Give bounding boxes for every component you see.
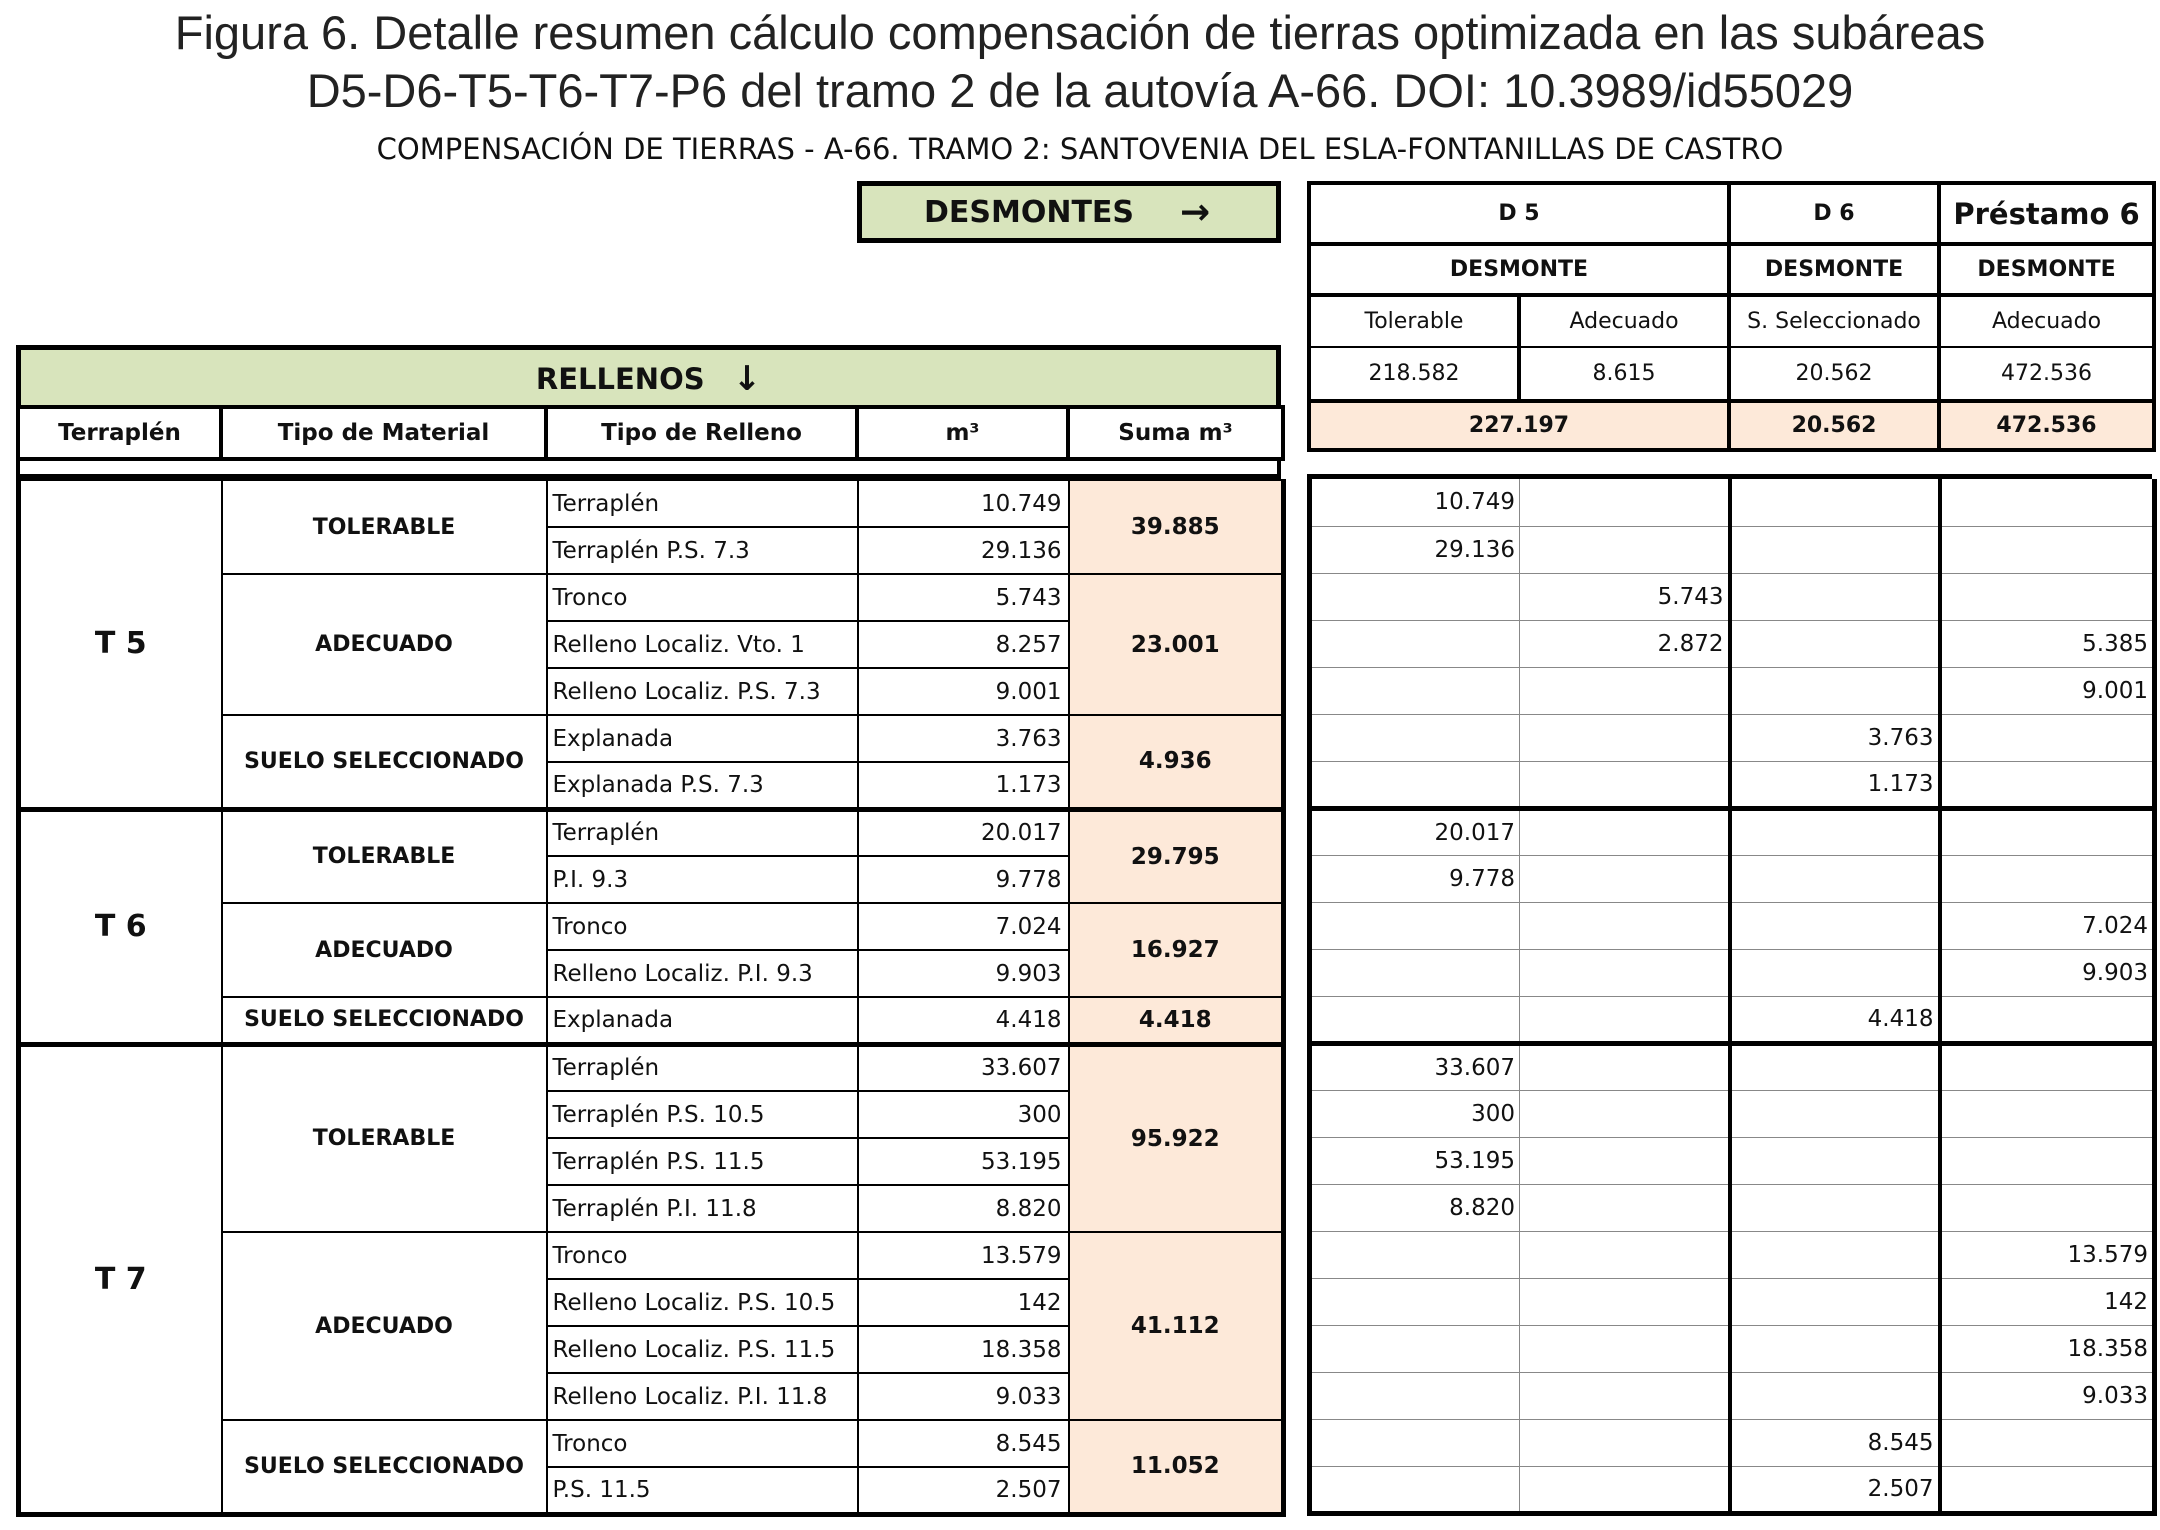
table-row xyxy=(1310,855,2155,902)
d6-seleccionado-cell xyxy=(1730,620,1940,667)
relleno-cell: Explanada xyxy=(547,997,858,1044)
desmontes-header xyxy=(857,181,1281,243)
d5-tolerable-cell: 10.749 xyxy=(1310,479,1520,526)
d5-tolerable-cell: 8.820 xyxy=(1310,1184,1520,1231)
d5-adecuado-cell xyxy=(1520,855,1730,902)
material-d5-tolerable: Tolerable xyxy=(1309,295,1519,347)
d5-tolerable-cell: 29.136 xyxy=(1310,526,1520,573)
table-row xyxy=(19,1044,1284,1091)
p6-adecuado-cell xyxy=(1940,714,2155,761)
table-row xyxy=(1310,479,2155,526)
d5-tolerable-cell xyxy=(1310,902,1520,949)
d5-adecuado-cell: 5.743 xyxy=(1520,573,1730,620)
left-spacer xyxy=(16,457,1281,479)
p6-adecuado-cell: 9.033 xyxy=(1940,1372,2155,1419)
d5-adecuado-cell xyxy=(1520,667,1730,714)
terraplen-cell: T 6 xyxy=(19,809,222,1044)
d6-seleccionado-cell xyxy=(1730,949,1940,996)
desmonte-d5: DESMONTE xyxy=(1309,244,1729,295)
header-tipo-material: Tipo de Material xyxy=(221,407,546,459)
d6-seleccionado-cell: 3.763 xyxy=(1730,714,1940,761)
m3-cell: 9.033 xyxy=(858,1373,1069,1420)
total-p6: 472.536 xyxy=(1939,401,2154,450)
d5-adecuado-cell xyxy=(1520,479,1730,526)
suma-cell: 11.052 xyxy=(1069,1420,1284,1514)
table-row xyxy=(1310,1278,2155,1325)
table-row xyxy=(1310,1419,2155,1466)
table-row xyxy=(1310,996,2155,1043)
left-header-table xyxy=(16,405,1285,461)
header-m3: m³ xyxy=(857,407,1068,459)
relleno-cell: Relleno Localiz. P.I. 11.8 xyxy=(547,1373,858,1420)
material-d5-adecuado: Adecuado xyxy=(1519,295,1729,347)
zone-d6: D 6 xyxy=(1729,183,1939,244)
d6-seleccionado-cell xyxy=(1730,479,1940,526)
relleno-cell: Relleno Localiz. P.S. 7.3 xyxy=(547,668,858,715)
relleno-cell: Terraplén xyxy=(547,480,858,527)
material-cell: ADECUADO xyxy=(222,574,547,715)
suma-cell: 39.885 xyxy=(1069,480,1284,574)
d6-seleccionado-cell xyxy=(1730,573,1940,620)
terraplen-cell: T 5 xyxy=(19,480,222,809)
suma-cell: 41.112 xyxy=(1069,1232,1284,1420)
material-cell: ADECUADO xyxy=(222,1232,547,1420)
d5-adecuado-cell xyxy=(1520,902,1730,949)
desmontes-label: DESMONTES xyxy=(924,194,1135,230)
d6-seleccionado-cell xyxy=(1730,1137,1940,1184)
d5-adecuado-cell xyxy=(1520,949,1730,996)
table-row xyxy=(1310,1325,2155,1372)
m3-cell: 9.778 xyxy=(858,856,1069,903)
d5-tolerable-cell xyxy=(1310,1372,1520,1419)
d6-seleccionado-cell xyxy=(1730,855,1940,902)
d6-seleccionado-cell xyxy=(1730,1372,1940,1419)
rellenos-label: RELLENOS xyxy=(535,362,705,396)
m3-cell: 20.017 xyxy=(858,809,1069,856)
volume-d5-tolerable: 218.582 xyxy=(1309,347,1519,401)
suma-cell: 29.795 xyxy=(1069,809,1284,903)
table-row xyxy=(1310,526,2155,573)
m3-cell: 53.195 xyxy=(858,1138,1069,1185)
d5-adecuado-cell xyxy=(1520,1419,1730,1466)
relleno-cell: Explanada P.S. 7.3 xyxy=(547,762,858,809)
material-cell: TOLERABLE xyxy=(222,1044,547,1232)
m3-cell: 9.001 xyxy=(858,668,1069,715)
p6-adecuado-cell: 18.358 xyxy=(1940,1325,2155,1372)
p6-adecuado-cell xyxy=(1940,1137,2155,1184)
table-row xyxy=(1310,667,2155,714)
d5-adecuado-cell xyxy=(1520,1278,1730,1325)
m3-cell: 18.358 xyxy=(858,1326,1069,1373)
figure-title-line1: Figura 6. Detalle resumen cálculo compensación de tierras optimizada en las subáreas xyxy=(174,6,1986,59)
d6-seleccionado-cell xyxy=(1730,902,1940,949)
p6-adecuado-cell: 5.385 xyxy=(1940,620,2155,667)
table-row xyxy=(1310,1043,2155,1090)
table-row xyxy=(1310,714,2155,761)
d5-adecuado-cell xyxy=(1520,1372,1730,1419)
p6-adecuado-cell xyxy=(1940,855,2155,902)
material-cell: SUELO SELECCIONADO xyxy=(222,715,547,809)
relleno-cell: Terraplén P.S. 11.5 xyxy=(547,1138,858,1185)
d6-seleccionado-cell xyxy=(1730,1278,1940,1325)
d5-tolerable-cell xyxy=(1310,996,1520,1043)
relleno-cell: Terraplén P.S. 10.5 xyxy=(547,1091,858,1138)
d5-adecuado-cell xyxy=(1520,1137,1730,1184)
d6-seleccionado-cell: 4.418 xyxy=(1730,996,1940,1043)
relleno-cell: Relleno Localiz. P.S. 10.5 xyxy=(547,1279,858,1326)
volume-p6-adecuado: 472.536 xyxy=(1939,347,2154,401)
p6-adecuado-cell xyxy=(1940,1043,2155,1090)
relleno-cell: Terraplén xyxy=(547,809,858,856)
m3-cell: 29.136 xyxy=(858,527,1069,574)
m3-cell: 300 xyxy=(858,1091,1069,1138)
d5-tolerable-cell xyxy=(1310,1231,1520,1278)
relleno-cell: Tronco xyxy=(547,1232,858,1279)
d5-adecuado-cell xyxy=(1520,526,1730,573)
relleno-cell: Terraplén P.S. 7.3 xyxy=(547,527,858,574)
suma-cell: 95.922 xyxy=(1069,1044,1284,1232)
m3-cell: 33.607 xyxy=(858,1044,1069,1091)
d5-adecuado-cell xyxy=(1520,761,1730,808)
relleno-cell: Relleno Localiz. P.S. 11.5 xyxy=(547,1326,858,1373)
p6-adecuado-cell xyxy=(1940,996,2155,1043)
d6-seleccionado-cell xyxy=(1730,1231,1940,1278)
header-tipo-relleno: Tipo de Relleno xyxy=(546,407,857,459)
d5-adecuado-cell xyxy=(1520,808,1730,855)
d5-tolerable-cell: 9.778 xyxy=(1310,855,1520,902)
p6-adecuado-cell xyxy=(1940,526,2155,573)
p6-adecuado-cell: 9.903 xyxy=(1940,949,2155,996)
relleno-cell: Explanada xyxy=(547,715,858,762)
table-row xyxy=(1310,1184,2155,1231)
desmonte-p6: DESMONTE xyxy=(1939,244,2154,295)
d6-seleccionado-cell xyxy=(1730,1090,1940,1137)
d6-seleccionado-cell xyxy=(1730,808,1940,855)
m3-cell: 5.743 xyxy=(858,574,1069,621)
table-row xyxy=(1310,949,2155,996)
m3-cell: 3.763 xyxy=(858,715,1069,762)
table-row xyxy=(1310,902,2155,949)
p6-adecuado-cell xyxy=(1940,1090,2155,1137)
suma-cell: 16.927 xyxy=(1069,903,1284,997)
rellenos-table xyxy=(16,479,1286,1517)
table-row xyxy=(1310,620,2155,667)
m3-cell: 13.579 xyxy=(858,1232,1069,1279)
d5-adecuado-cell xyxy=(1520,996,1730,1043)
relleno-cell: Terraplén P.I. 11.8 xyxy=(547,1185,858,1232)
right-header-table xyxy=(1307,181,2156,452)
table-row xyxy=(1310,808,2155,855)
m3-cell: 8.545 xyxy=(858,1420,1069,1467)
d5-tolerable-cell xyxy=(1310,1325,1520,1372)
table-row xyxy=(1310,1372,2155,1419)
total-d6: 20.562 xyxy=(1729,401,1939,450)
relleno-cell: Tronco xyxy=(547,574,858,621)
d5-tolerable-cell xyxy=(1310,620,1520,667)
relleno-cell: Terraplén xyxy=(547,1044,858,1091)
d5-adecuado-cell: 2.872 xyxy=(1520,620,1730,667)
relleno-cell: P.I. 9.3 xyxy=(547,856,858,903)
relleno-cell: Tronco xyxy=(547,1420,858,1467)
d5-tolerable-cell xyxy=(1310,667,1520,714)
volume-d5-adecuado: 8.615 xyxy=(1519,347,1729,401)
relleno-cell: Relleno Localiz. P.I. 9.3 xyxy=(547,950,858,997)
d5-tolerable-cell: 300 xyxy=(1310,1090,1520,1137)
d5-adecuado-cell xyxy=(1520,1184,1730,1231)
d5-tolerable-cell: 53.195 xyxy=(1310,1137,1520,1184)
total-d5: 227.197 xyxy=(1309,401,1729,450)
d5-adecuado-cell xyxy=(1520,1231,1730,1278)
d5-tolerable-cell xyxy=(1310,714,1520,761)
table-row xyxy=(1310,573,2155,620)
table-row xyxy=(1310,1466,2155,1513)
arrow-down-icon: ↓ xyxy=(732,359,762,399)
m3-cell: 10.749 xyxy=(858,480,1069,527)
p6-adecuado-cell xyxy=(1940,1419,2155,1466)
d6-seleccionado-cell xyxy=(1730,667,1940,714)
table-row xyxy=(1310,1231,2155,1278)
m3-cell: 4.418 xyxy=(858,997,1069,1044)
suma-cell: 4.936 xyxy=(1069,715,1284,809)
material-cell: TOLERABLE xyxy=(222,480,547,574)
desmonte-d6: DESMONTE xyxy=(1729,244,1939,295)
d5-adecuado-cell xyxy=(1520,1043,1730,1090)
p6-adecuado-cell xyxy=(1940,1466,2155,1513)
d6-seleccionado-cell: 2.507 xyxy=(1730,1466,1940,1513)
material-cell: TOLERABLE xyxy=(222,809,547,903)
d6-seleccionado-cell xyxy=(1730,1325,1940,1372)
rellenos-header xyxy=(16,345,1281,408)
m3-cell: 7.024 xyxy=(858,903,1069,950)
table-row xyxy=(19,480,1284,527)
zone-d5: D 5 xyxy=(1309,183,1729,244)
table-row xyxy=(1310,1090,2155,1137)
p6-adecuado-cell: 13.579 xyxy=(1940,1231,2155,1278)
figure-title-line2: D5-D6-T5-T6-T7-P6 del tramo 2 de la autovía A-66. DOI: 10.3989/id55029 xyxy=(306,64,1854,117)
d5-tolerable-cell xyxy=(1310,1466,1520,1513)
volume-d6-seleccionado: 20.562 xyxy=(1729,347,1939,401)
d5-adecuado-cell xyxy=(1520,1466,1730,1513)
d5-adecuado-cell xyxy=(1520,1090,1730,1137)
relleno-cell: Relleno Localiz. Vto. 1 xyxy=(547,621,858,668)
p6-adecuado-cell: 7.024 xyxy=(1940,902,2155,949)
d6-seleccionado-cell xyxy=(1730,526,1940,573)
d5-tolerable-cell: 20.017 xyxy=(1310,808,1520,855)
header-terraplen: Terraplén xyxy=(18,407,221,459)
table-row xyxy=(1310,761,2155,808)
p6-adecuado-cell xyxy=(1940,761,2155,808)
table-subtitle: COMPENSACIÓN DE TIERRAS - A-66. TRAMO 2: SANTOVENIA DEL ESLA-FONTANILLAS DE CASTRO xyxy=(376,132,1784,166)
material-cell: ADECUADO xyxy=(222,903,547,997)
figure-title xyxy=(0,4,2160,120)
d5-tolerable-cell xyxy=(1310,573,1520,620)
m3-cell: 8.820 xyxy=(858,1185,1069,1232)
d5-tolerable-cell: 33.607 xyxy=(1310,1043,1520,1090)
arrow-right-icon: → xyxy=(1180,191,1211,233)
right-spacer xyxy=(1307,457,2152,479)
d5-adecuado-cell xyxy=(1520,1325,1730,1372)
m3-cell: 9.903 xyxy=(858,950,1069,997)
material-cell: SUELO SELECCIONADO xyxy=(222,1420,547,1514)
d5-adecuado-cell xyxy=(1520,714,1730,761)
header-suma-m3: Suma m³ xyxy=(1068,407,1283,459)
relleno-cell: P.S. 11.5 xyxy=(547,1467,858,1514)
m3-cell: 1.173 xyxy=(858,762,1069,809)
p6-adecuado-cell xyxy=(1940,808,2155,855)
p6-adecuado-cell: 9.001 xyxy=(1940,667,2155,714)
suma-cell: 23.001 xyxy=(1069,574,1284,715)
d6-seleccionado-cell: 8.545 xyxy=(1730,1419,1940,1466)
d5-tolerable-cell xyxy=(1310,949,1520,996)
material-p6-adecuado: Adecuado xyxy=(1939,295,2154,347)
p6-adecuado-cell: 142 xyxy=(1940,1278,2155,1325)
zone-prestamo6: Préstamo 6 xyxy=(1939,183,2154,244)
desmontes-table xyxy=(1307,479,2157,1516)
m3-cell: 142 xyxy=(858,1279,1069,1326)
suma-cell: 4.418 xyxy=(1069,997,1284,1044)
d6-seleccionado-cell: 1.173 xyxy=(1730,761,1940,808)
m3-cell: 8.257 xyxy=(858,621,1069,668)
material-d6-seleccionado: S. Seleccionado xyxy=(1729,295,1939,347)
m3-cell: 2.507 xyxy=(858,1467,1069,1514)
table-row xyxy=(19,809,1284,856)
material-cell: SUELO SELECCIONADO xyxy=(222,997,547,1044)
p6-adecuado-cell xyxy=(1940,479,2155,526)
d6-seleccionado-cell xyxy=(1730,1184,1940,1231)
d5-tolerable-cell xyxy=(1310,1419,1520,1466)
table-row xyxy=(1310,1137,2155,1184)
terraplen-cell: T 7 xyxy=(19,1044,222,1514)
d5-tolerable-cell xyxy=(1310,761,1520,808)
d5-tolerable-cell xyxy=(1310,1278,1520,1325)
p6-adecuado-cell xyxy=(1940,1184,2155,1231)
relleno-cell: Tronco xyxy=(547,903,858,950)
p6-adecuado-cell xyxy=(1940,573,2155,620)
d6-seleccionado-cell xyxy=(1730,1043,1940,1090)
